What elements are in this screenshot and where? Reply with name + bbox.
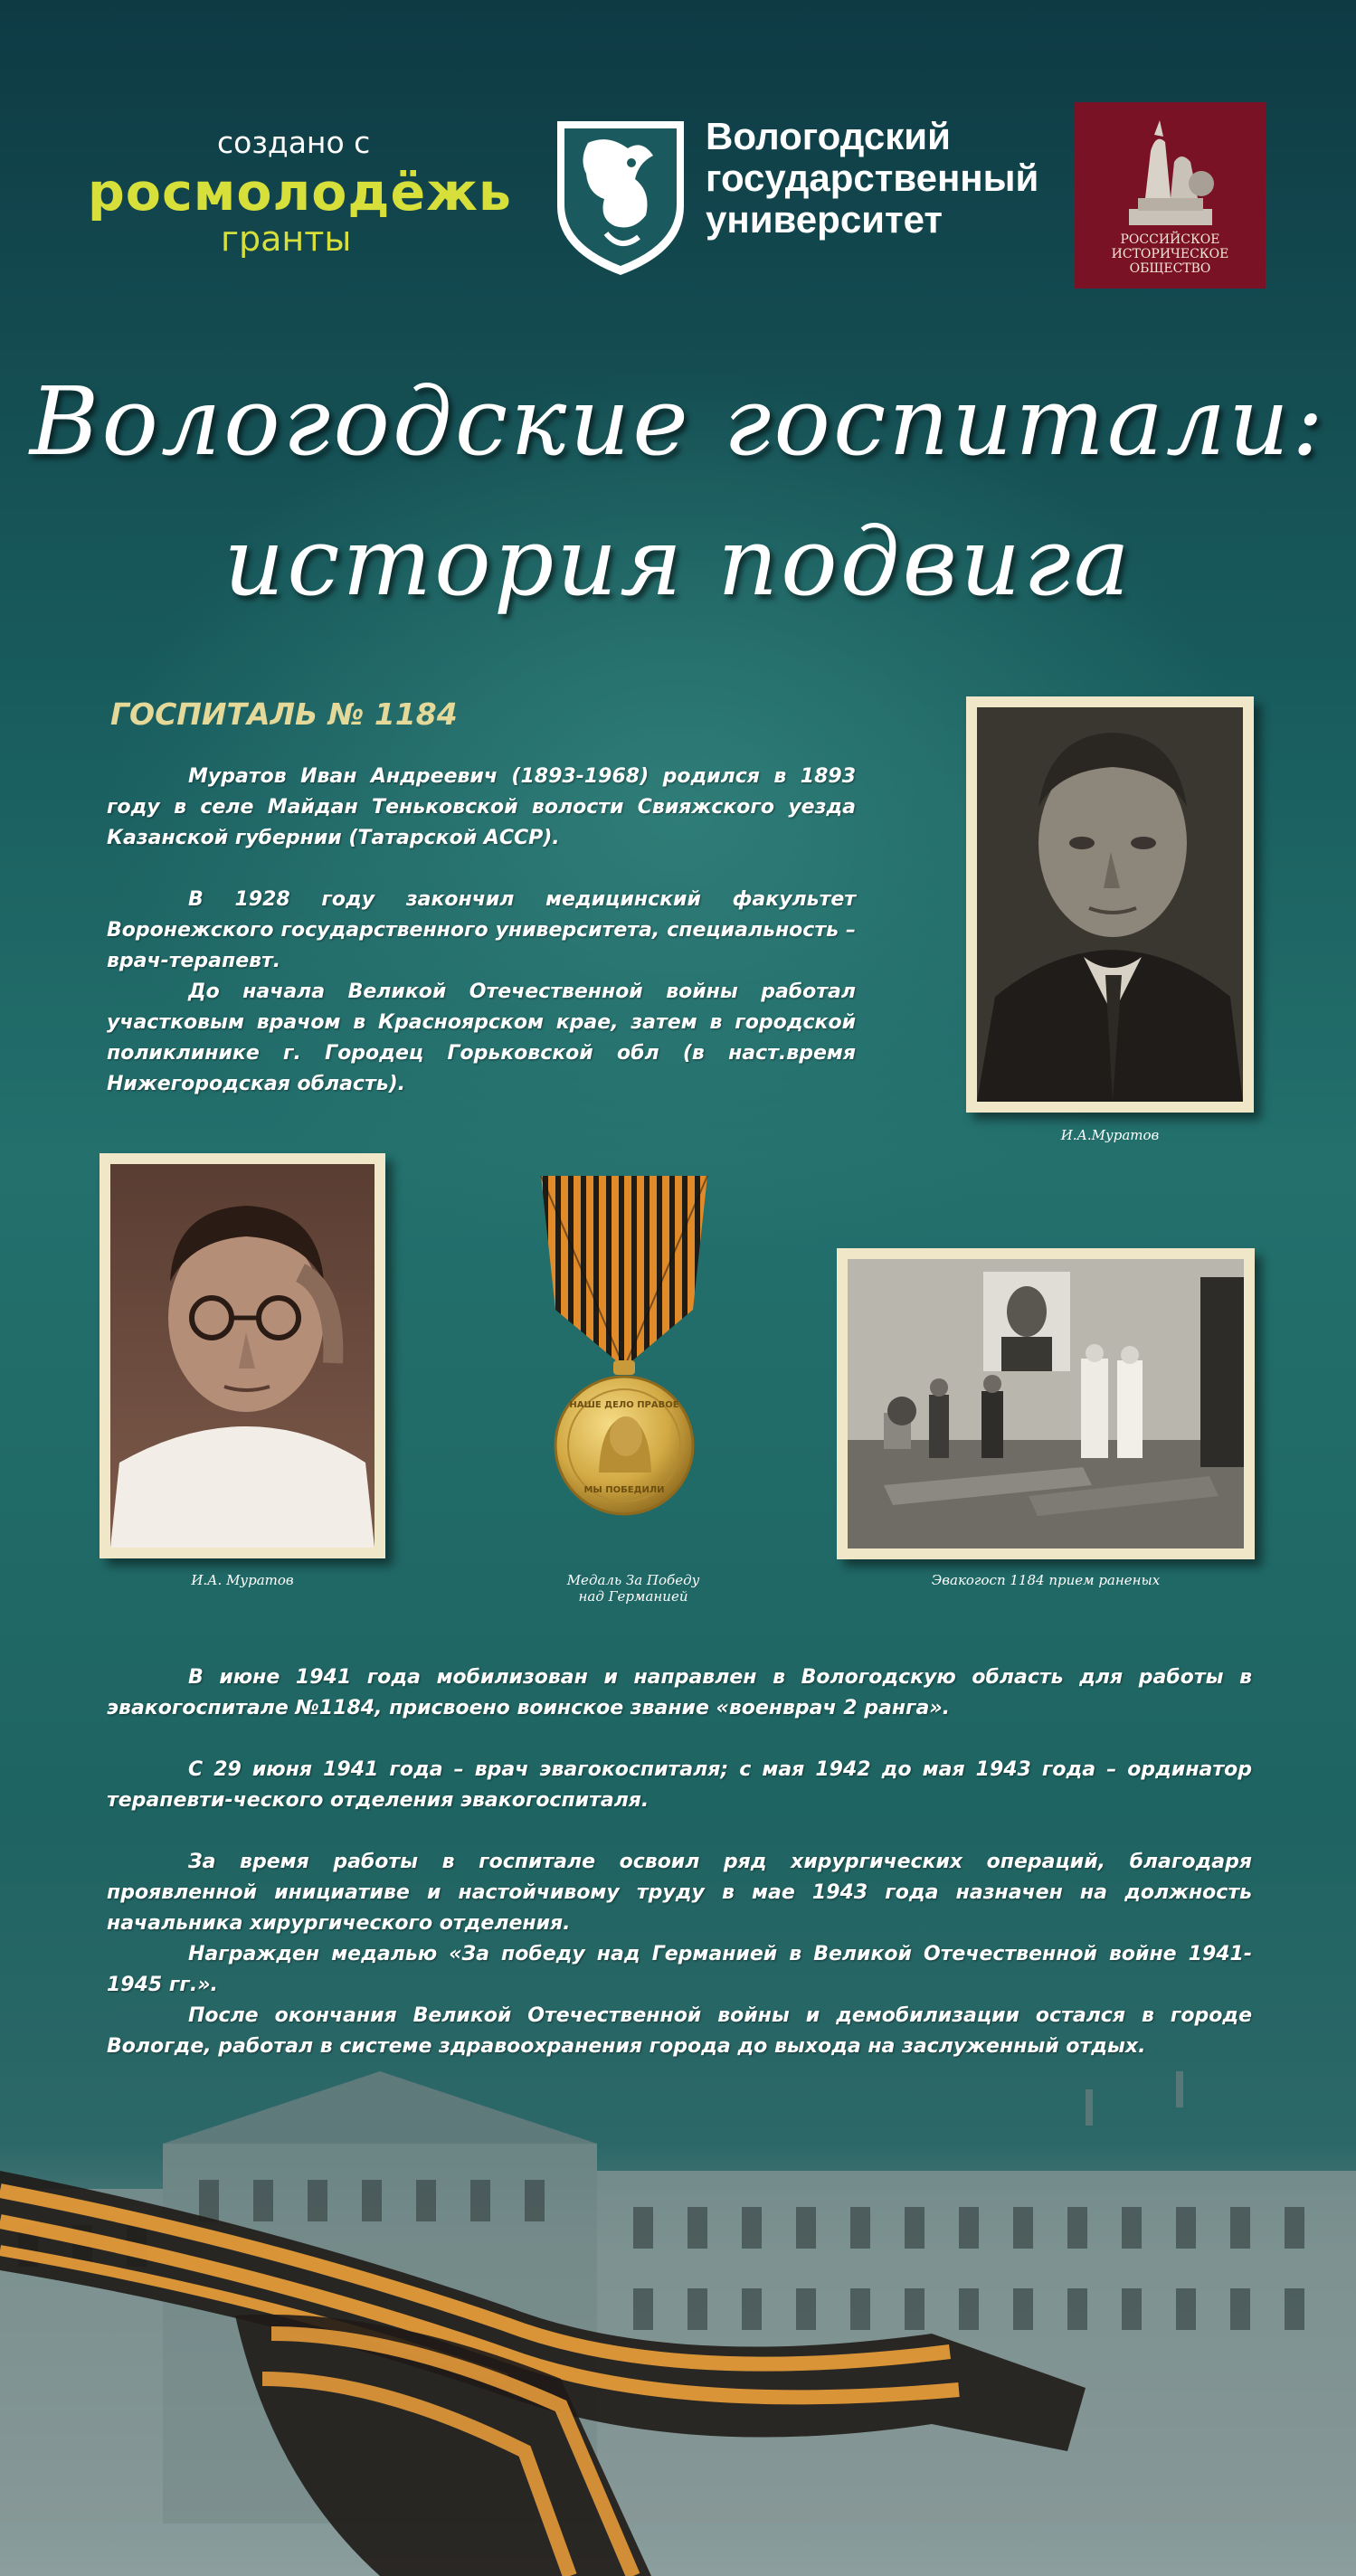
university-name-line: государственный bbox=[706, 156, 1039, 199]
medal-inscription-top: НАШЕ ДЕЛО ПРАВОЕ bbox=[569, 1400, 679, 1410]
service-paragraph: Награжден медалью «За победу над Германией в Великой Отечественной войне 1941-1945 гг.». bbox=[107, 1943, 1252, 1996]
portrait-figure-left bbox=[110, 1164, 375, 1548]
service-paragraph: После окончания Великой Отечественной войны и демобилизации остался в городе Вологде, работал в системе здравоохранения города до выхода на заслуженный отдых. bbox=[107, 2004, 1252, 2058]
hospital-photo bbox=[837, 1248, 1255, 1559]
rio-line: РОССИЙСКОЕ bbox=[1120, 232, 1220, 247]
vogu-shield-logo bbox=[552, 116, 689, 279]
page-title-line1: Вологодские госпитали: bbox=[29, 366, 1327, 477]
page-title-line2: история подвига bbox=[223, 507, 1133, 617]
hospital-photo-caption: Эвакогосп 1184 прием раненых bbox=[931, 1572, 1161, 1588]
portrait-left-caption: И.А. Муратов bbox=[191, 1572, 294, 1588]
portrait-photo-left bbox=[100, 1153, 385, 1558]
medal-inscription-bottom: МЫ ПОБЕДИЛИ bbox=[583, 1485, 665, 1495]
bio-paragraph: До начала Великой Отечественной войны работал участковым врачом в Красноярском крае, затем в городской поликлинике г. Городец Горьковской обл (в наст.время Нижегородская область). bbox=[107, 980, 856, 1095]
medal-caption-line: над Германией bbox=[578, 1588, 688, 1605]
university-name bbox=[706, 116, 1038, 241]
service-paragraph: За время работы в госпитале освоил ряд хирургических операций, благодаря проявленной инициативе и настойчивому труду в мае 1943 года назначен на должность начальника хирургического отделения. bbox=[107, 1851, 1252, 1935]
rosmolodezh-logo-text: росмолодёжь bbox=[88, 163, 512, 223]
portrait-top-caption: И.А.Муратов bbox=[1060, 1127, 1160, 1143]
monument-icon bbox=[1111, 115, 1229, 232]
created-with-label: создано с bbox=[217, 125, 371, 160]
portrait-figure bbox=[977, 707, 1243, 1102]
medal-caption-line: Медаль За Победу bbox=[566, 1572, 700, 1588]
rio-line: ИСТОРИЧЕСКОЕ bbox=[1111, 247, 1229, 261]
st-george-ribbon-decoration bbox=[0, 2153, 1356, 2576]
russian-historical-society-logo bbox=[1075, 102, 1266, 289]
university-name-line: университет bbox=[706, 198, 943, 241]
rio-line: ОБЩЕСТВО bbox=[1129, 261, 1211, 276]
section-heading: ГОСПИТАЛЬ № 1184 bbox=[110, 696, 458, 732]
bio-paragraph: Муратов Иван Андреевич (1893-1968) родился в 1893 году в селе Майдан Теньковской волости Свияжского уезда Казанской губернии (Татарской АССР). bbox=[107, 765, 856, 849]
hospital-scene bbox=[848, 1259, 1244, 1548]
portrait-photo-top bbox=[966, 696, 1254, 1113]
university-name-line: Вологодский bbox=[706, 115, 951, 157]
service-paragraph: В июне 1941 года мобилизован и направлен в Вологодскую область для работы в эвакогоспитале №1184, присвоено воинское звание «военврач 2 ранга». bbox=[107, 1666, 1252, 1719]
medal-caption bbox=[507, 1572, 760, 1605]
service-paragraph: С 29 июня 1941 года – врач эвагокоспиталя; с мая 1942 до мая 1943 года – ординатор терапевти-ческого отделения эвакогоспиталя. bbox=[107, 1758, 1252, 1812]
granty-label: гранты bbox=[221, 219, 352, 259]
bio-paragraph: В 1928 году закончил медицинский факультет Воронежского государственного университета, специальность – врач-терапевт. bbox=[107, 888, 856, 972]
victory-medal-image bbox=[536, 1174, 713, 1536]
